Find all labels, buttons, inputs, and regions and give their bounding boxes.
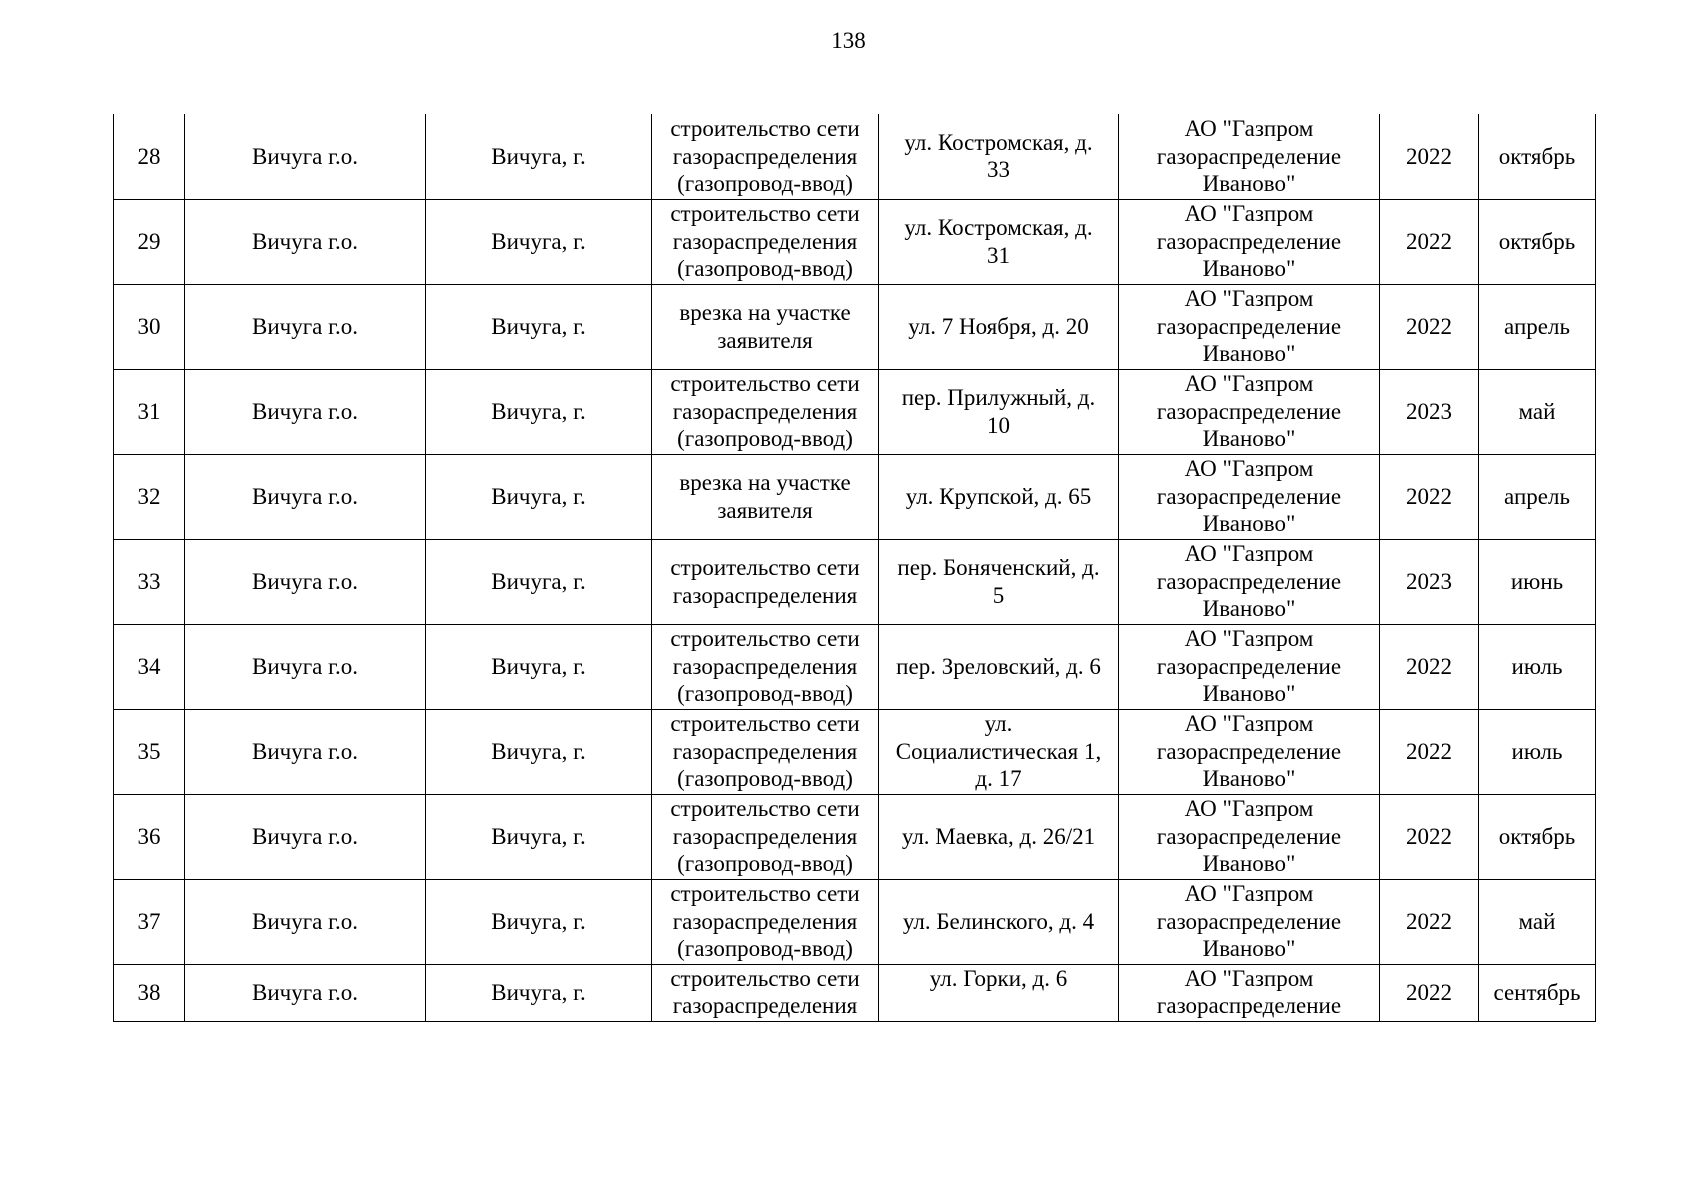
cell-month: июль — [1479, 624, 1596, 709]
cell-year: 2022 — [1380, 964, 1479, 1021]
cell-address — [879, 879, 1119, 964]
cell-month: июль — [1479, 709, 1596, 794]
cell-address-line: 10 — [987, 412, 1010, 438]
table-row — [114, 284, 1596, 369]
cell-number: 36 — [114, 794, 185, 879]
cell-work-type — [652, 369, 879, 454]
cell-organization-line: Иваново" — [1202, 341, 1296, 367]
cell-work-type-line: строительство сети — [670, 201, 860, 227]
cell-organization — [1119, 624, 1380, 709]
cell-year: 2022 — [1380, 199, 1479, 284]
cell-number: 29 — [114, 199, 185, 284]
cell-address — [879, 794, 1119, 879]
table-row — [114, 454, 1596, 539]
cell-work-type-line: строительство сети — [670, 796, 860, 822]
cell-work-type-line: строительство сети — [670, 116, 860, 141]
cell-work-type — [652, 454, 879, 539]
cell-work-type-line: строительство сети — [670, 881, 860, 907]
cell-locality: Вичуга, г. — [426, 369, 652, 454]
cell-address-line: ул. Крупской, д. 65 — [905, 483, 1092, 509]
cell-address — [879, 199, 1119, 284]
cell-number: 33 — [114, 539, 185, 624]
cell-address — [879, 964, 1119, 1021]
cell-organization — [1119, 539, 1380, 624]
cell-address-line: д. 17 — [975, 766, 1022, 792]
cell-address-line: пер. Боняченский, д. — [897, 555, 1100, 580]
cell-organization-line: АО "Газпром — [1184, 881, 1314, 907]
cell-locality: Вичуга, г. — [426, 114, 652, 199]
cell-work-type-line: строительство сети — [670, 965, 860, 991]
cell-organization-line: газораспределение — [1156, 398, 1342, 424]
cell-work-type-line: (газопровод-ввод) — [677, 936, 853, 962]
cell-organization — [1119, 114, 1380, 199]
cell-work-type-line: врезка на участке — [679, 470, 851, 495]
cell-work-type-line: строительство сети — [670, 371, 860, 397]
cell-address — [879, 454, 1119, 539]
cell-organization-line: газораспределение — [1156, 653, 1342, 679]
table-row — [114, 369, 1596, 454]
cell-address-line: 5 — [992, 582, 1005, 608]
cell-year: 2022 — [1380, 624, 1479, 709]
cell-locality: Вичуга, г. — [426, 199, 652, 284]
cell-work-type-line: газораспределения — [672, 823, 858, 849]
cell-district: Вичуга г.о. — [185, 454, 426, 539]
cell-locality: Вичуга, г. — [426, 624, 652, 709]
cell-organization — [1119, 199, 1380, 284]
cell-work-type — [652, 624, 879, 709]
cell-work-type-line: (газопровод-ввод) — [677, 426, 853, 452]
cell-work-type-line: врезка на участке — [679, 300, 851, 325]
cell-address-line: ул. Горки, д. 6 — [929, 965, 1068, 991]
cell-locality: Вичуга, г. — [426, 794, 652, 879]
cell-organization-line: Иваново" — [1202, 936, 1296, 962]
works-table — [113, 114, 1596, 1022]
cell-locality: Вичуга, г. — [426, 709, 652, 794]
cell-organization-line: газораспределение — [1156, 483, 1342, 509]
cell-organization-line: АО "Газпром — [1184, 201, 1314, 227]
cell-work-type-line: заявителя — [717, 497, 813, 523]
cell-number: 37 — [114, 879, 185, 964]
cell-work-type-line: (газопровод-ввод) — [677, 766, 853, 792]
cell-address-line: ул. Маевка, д. 26/21 — [901, 823, 1096, 849]
cell-organization-line: газораспределение — [1156, 313, 1342, 339]
cell-work-type-line: газораспределения — [672, 143, 858, 169]
cell-year: 2023 — [1380, 369, 1479, 454]
cell-district: Вичуга г.о. — [185, 284, 426, 369]
cell-address-line: 33 — [987, 157, 1010, 183]
cell-address-line: ул. Костромская, д. — [904, 215, 1093, 240]
cell-organization-line: газораспределение — [1156, 993, 1342, 1018]
cell-organization-line: Иваново" — [1202, 511, 1296, 537]
cell-work-type-line: газораспределения — [672, 582, 858, 608]
cell-number: 30 — [114, 284, 185, 369]
cell-organization-line: АО "Газпром — [1184, 456, 1314, 482]
cell-year: 2023 — [1380, 539, 1479, 624]
cell-organization-line: АО "Газпром — [1184, 286, 1314, 312]
table-body — [114, 114, 1596, 1021]
cell-month: октябрь — [1479, 199, 1596, 284]
cell-month: июнь — [1479, 539, 1596, 624]
cell-organization-line: газораспределение — [1156, 228, 1342, 254]
cell-organization-line: АО "Газпром — [1184, 711, 1314, 737]
cell-year: 2022 — [1380, 114, 1479, 199]
cell-work-type — [652, 964, 879, 1021]
cell-work-type-line: газораспределения — [672, 738, 858, 764]
cell-work-type-line: газораспределения — [672, 908, 858, 934]
cell-organization — [1119, 964, 1380, 1021]
cell-address — [879, 539, 1119, 624]
cell-district: Вичуга г.о. — [185, 794, 426, 879]
cell-organization — [1119, 369, 1380, 454]
cell-address-line: пер. Зреловский, д. 6 — [896, 653, 1101, 679]
table-row — [114, 964, 1596, 1021]
cell-month: май — [1479, 369, 1596, 454]
cell-district: Вичуга г.о. — [185, 369, 426, 454]
cell-work-type-line: газораспределения — [672, 653, 858, 679]
cell-address-line: пер. Прилужный, д. — [901, 385, 1096, 410]
cell-district: Вичуга г.о. — [185, 624, 426, 709]
cell-organization-line: АО "Газпром — [1184, 541, 1314, 567]
cell-organization-line: Иваново" — [1202, 681, 1296, 707]
cell-district: Вичуга г.о. — [185, 879, 426, 964]
cell-locality: Вичуга, г. — [426, 879, 652, 964]
cell-work-type-line: газораспределения — [672, 993, 858, 1018]
cell-work-type-line: (газопровод-ввод) — [677, 681, 853, 707]
cell-number: 31 — [114, 369, 185, 454]
cell-number: 38 — [114, 964, 185, 1021]
cell-organization — [1119, 794, 1380, 879]
cell-address — [879, 284, 1119, 369]
cell-organization-line: Иваново" — [1202, 256, 1296, 282]
cell-address — [879, 114, 1119, 199]
table-row — [114, 879, 1596, 964]
cell-organization-line: АО "Газпром — [1184, 116, 1314, 141]
cell-year: 2022 — [1380, 794, 1479, 879]
cell-work-type — [652, 114, 879, 199]
cell-organization — [1119, 284, 1380, 369]
table-row — [114, 114, 1596, 199]
cell-organization-line: газораспределение — [1156, 908, 1342, 934]
cell-month: май — [1479, 879, 1596, 964]
table-row — [114, 794, 1596, 879]
table-row — [114, 199, 1596, 284]
cell-work-type-line: строительство сети — [670, 555, 860, 580]
cell-work-type-line: газораспределения — [672, 228, 858, 254]
cell-organization-line: Иваново" — [1202, 171, 1296, 196]
cell-work-type — [652, 284, 879, 369]
cell-locality: Вичуга, г. — [426, 454, 652, 539]
cell-address-line: ул. 7 Ноября, д. 20 — [908, 313, 1089, 339]
cell-year: 2022 — [1380, 454, 1479, 539]
cell-address-line: Социалистическая 1, — [895, 738, 1102, 764]
cell-organization-line: газораспределение — [1156, 143, 1342, 169]
table-row — [114, 624, 1596, 709]
cell-district: Вичуга г.о. — [185, 199, 426, 284]
cell-number: 28 — [114, 114, 185, 199]
cell-organization-line: АО "Газпром — [1184, 371, 1314, 397]
cell-locality: Вичуга, г. — [426, 964, 652, 1021]
cell-organization-line: Иваново" — [1202, 596, 1296, 622]
cell-organization-line: АО "Газпром — [1184, 626, 1314, 652]
cell-work-type — [652, 539, 879, 624]
cell-address-line: ул. Костромская, д. — [904, 129, 1093, 155]
cell-organization-line: газораспределение — [1156, 823, 1342, 849]
page-number: 138 — [831, 28, 866, 53]
cell-work-type-line: (газопровод-ввод) — [677, 256, 853, 282]
cell-work-type-line: (газопровод-ввод) — [677, 851, 853, 877]
cell-number: 35 — [114, 709, 185, 794]
cell-organization — [1119, 454, 1380, 539]
cell-work-type-line: (газопровод-ввод) — [677, 171, 853, 196]
cell-address-line: 31 — [987, 242, 1010, 268]
cell-month: апрель — [1479, 284, 1596, 369]
cell-district: Вичуга г.о. — [185, 539, 426, 624]
cell-organization-line: Иваново" — [1202, 851, 1296, 877]
cell-work-type — [652, 709, 879, 794]
cell-work-type-line: строительство сети — [670, 626, 860, 652]
cell-district: Вичуга г.о. — [185, 964, 426, 1021]
cell-organization-line: газораспределение — [1156, 738, 1342, 764]
cell-address-line: ул. Белинского, д. 4 — [902, 908, 1095, 934]
cell-year: 2022 — [1380, 709, 1479, 794]
cell-organization — [1119, 709, 1380, 794]
cell-number: 34 — [114, 624, 185, 709]
cell-organization-line: АО "Газпром — [1184, 965, 1314, 991]
cell-work-type-line: строительство сети — [670, 711, 860, 737]
table-row — [114, 709, 1596, 794]
table-row — [114, 539, 1596, 624]
cell-organization-line: газораспределение — [1156, 568, 1342, 594]
cell-locality: Вичуга, г. — [426, 539, 652, 624]
cell-organization-line: Иваново" — [1202, 766, 1296, 792]
cell-month: октябрь — [1479, 114, 1596, 199]
cell-address — [879, 709, 1119, 794]
cell-organization-line: Иваново" — [1202, 426, 1296, 452]
cell-address — [879, 369, 1119, 454]
cell-work-type-line: газораспределения — [672, 398, 858, 424]
cell-work-type — [652, 879, 879, 964]
cell-district: Вичуга г.о. — [185, 114, 426, 199]
cell-month: апрель — [1479, 454, 1596, 539]
cell-work-type — [652, 199, 879, 284]
cell-number: 32 — [114, 454, 185, 539]
cell-organization — [1119, 879, 1380, 964]
cell-district: Вичуга г.о. — [185, 709, 426, 794]
cell-month: октябрь — [1479, 794, 1596, 879]
cell-month: сентябрь — [1479, 964, 1596, 1021]
cell-locality: Вичуга, г. — [426, 284, 652, 369]
cell-organization-line: АО "Газпром — [1184, 796, 1314, 822]
cell-address — [879, 624, 1119, 709]
cell-work-type-line: заявителя — [717, 327, 813, 353]
cell-work-type — [652, 794, 879, 879]
cell-year: 2022 — [1380, 284, 1479, 369]
cell-year: 2022 — [1380, 879, 1479, 964]
cell-address-line: ул. — [984, 711, 1013, 737]
